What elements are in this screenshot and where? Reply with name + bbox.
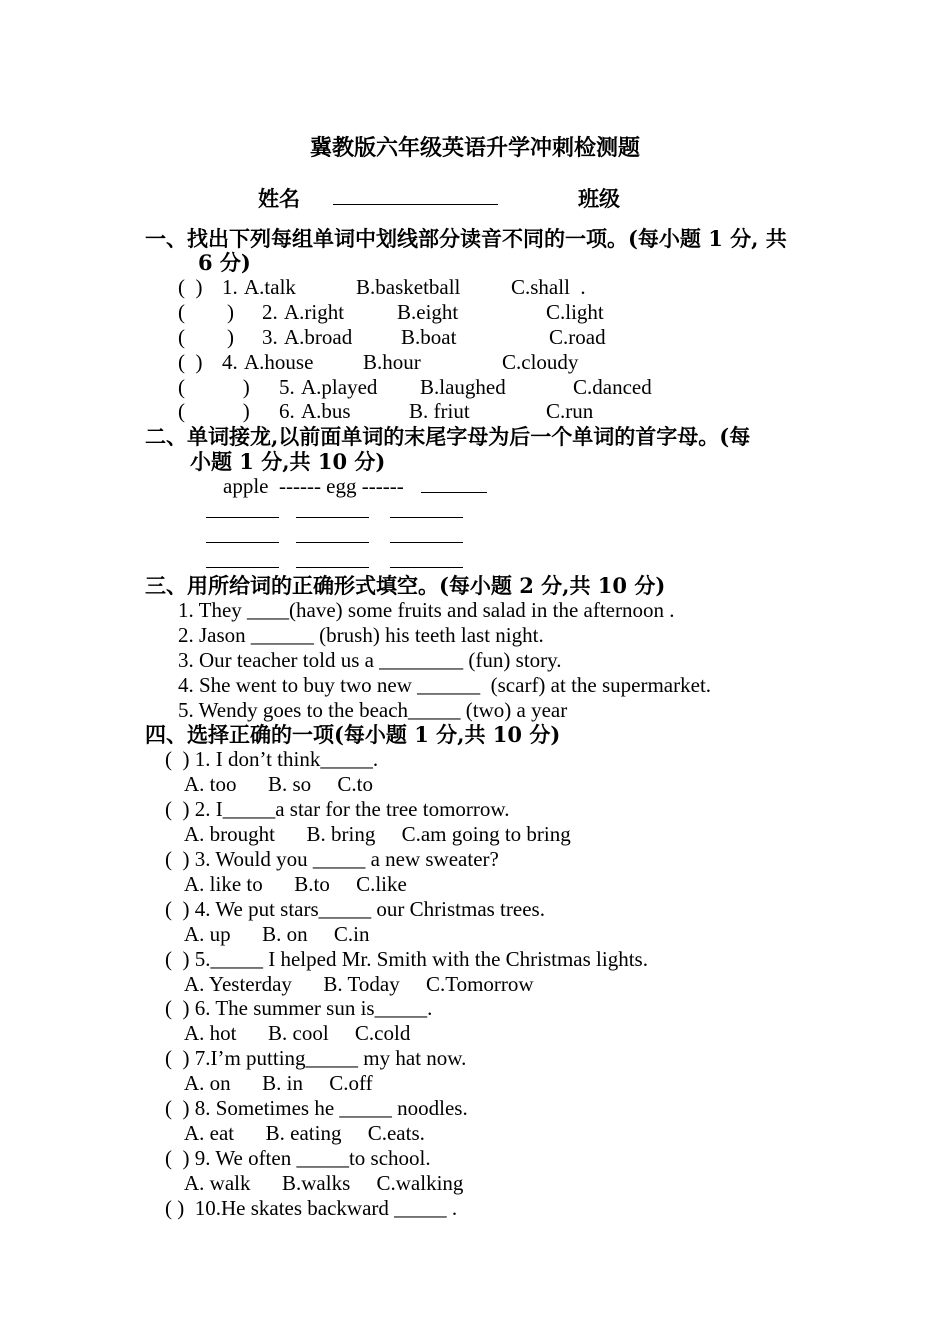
question-options: A. eat B. eating C.eats. xyxy=(184,1121,425,1145)
chain-blank[interactable] xyxy=(206,499,279,524)
option-b: B.laughed xyxy=(420,375,506,399)
word-chain-start: apple ------ egg ------ xyxy=(223,474,404,498)
option-c: C.danced xyxy=(573,375,652,399)
section1-heading-cont: 6 分) xyxy=(198,250,251,275)
chain-blank[interactable] xyxy=(206,524,279,549)
option-c: C.light xyxy=(546,300,604,324)
section4-heading: 四、选择正确的一项(每小题 1 分,共 10 分) xyxy=(145,722,561,747)
question-stem: ( ) 8. Sometimes he _____ noodles. xyxy=(165,1096,468,1120)
class-label: 班级 xyxy=(578,186,620,211)
fill-in-item: 1. They ____(have) some fruits and salad in the afternoon . xyxy=(178,598,675,622)
chain-blank[interactable] xyxy=(206,549,279,574)
chain-blank[interactable] xyxy=(421,474,487,499)
chain-blank[interactable] xyxy=(390,549,463,574)
option-b: B.basketball xyxy=(356,275,461,299)
question-stem: ( ) 7.I’m putting_____ my hat now. xyxy=(165,1046,467,1070)
fill-in-item: 4. She went to buy two new ______ (scarf) at the supermarket. xyxy=(178,673,712,697)
option-c: C.road xyxy=(549,325,606,349)
question-stem: ( ) 4. We put stars_____ our Christmas trees. xyxy=(165,897,545,921)
chain-blank[interactable] xyxy=(390,499,463,524)
option-c: C.shall . xyxy=(511,275,586,299)
page-title: 冀教版六年级英语升学冲刺检测题 xyxy=(310,135,641,161)
question-stem: ( ) 1. I don’t think_____. xyxy=(165,747,379,771)
chain-blank[interactable] xyxy=(390,524,463,549)
question-stem: ( ) 10.He skates backward _____ . xyxy=(165,1196,458,1220)
section2-heading: 二、单词接龙,以前面单词的末尾字母为后一个单词的首字母。(每 xyxy=(145,424,751,449)
option-c: C.run xyxy=(546,399,594,423)
answer-paren[interactable]: ( ) xyxy=(178,275,203,299)
option-b: B. friut xyxy=(409,399,470,423)
option-c: C.cloudy xyxy=(502,350,579,374)
answer-paren[interactable]: ( ) xyxy=(178,399,250,423)
fill-in-item: 3. Our teacher told us a ________ (fun) story. xyxy=(178,648,562,672)
fill-in-item: 5. Wendy goes to the beach_____ (two) a year xyxy=(178,698,568,722)
chain-blank[interactable] xyxy=(296,499,369,524)
fill-in-item: 2. Jason ______ (brush) his teeth last night. xyxy=(178,623,544,647)
answer-paren[interactable]: ( ) xyxy=(178,300,234,324)
item-number: 2. xyxy=(262,300,278,324)
option-a: A.bus xyxy=(301,399,351,423)
question-stem: ( ) 3. Would you _____ a new sweater? xyxy=(165,847,499,871)
answer-paren[interactable]: ( ) xyxy=(178,375,250,399)
answer-paren[interactable]: ( ) xyxy=(178,350,203,374)
section3-heading: 三、用所给词的正确形式填空。(每小题 2 分,共 10 分) xyxy=(145,573,666,598)
chain-blank[interactable] xyxy=(296,524,369,549)
question-options: A. Yesterday B. Today C.Tomorrow xyxy=(184,972,534,996)
section1-heading: 一、找出下列每组单词中划线部分读音不同的一项。(每小题 1 分, 共 xyxy=(145,226,787,251)
option-a: A.played xyxy=(301,375,378,399)
question-stem: ( ) 2. I_____a star for the tree tomorrow. xyxy=(165,797,510,821)
question-options: A. too B. so C.to xyxy=(184,772,374,796)
item-number: 1. xyxy=(222,275,238,299)
question-stem: ( ) 5._____ I helped Mr. Smith with the Christmas lights. xyxy=(165,947,648,971)
item-number: 6. xyxy=(279,399,295,423)
question-options: A. up B. on C.in xyxy=(184,922,370,946)
item-number: 4. xyxy=(222,350,238,374)
option-b: B.eight xyxy=(397,300,459,324)
question-stem: ( ) 9. We often _____to school. xyxy=(165,1146,431,1170)
section2-heading-cont: 小题 1 分,共 10 分) xyxy=(190,449,386,474)
option-a: A.house xyxy=(244,350,314,374)
question-options: A. brought B. bring C.am going to bring xyxy=(184,822,571,846)
option-a: A.talk xyxy=(244,275,296,299)
option-a: A.broad xyxy=(284,325,353,349)
chain-blank[interactable] xyxy=(296,549,369,574)
option-a: A.right xyxy=(284,300,345,324)
question-options: A. hot B. cool C.cold xyxy=(184,1021,411,1045)
option-b: B.hour xyxy=(363,350,421,374)
option-b: B.boat xyxy=(401,325,457,349)
item-number: 3. xyxy=(262,325,278,349)
name-field[interactable] xyxy=(333,186,498,211)
question-options: A. like to B.to C.like xyxy=(184,872,407,896)
item-number: 5. xyxy=(279,375,295,399)
question-options: A. walk B.walks C.walking xyxy=(184,1171,464,1195)
name-label: 姓名 xyxy=(258,186,300,211)
answer-paren[interactable]: ( ) xyxy=(178,325,234,349)
question-stem: ( ) 6. The summer sun is_____. xyxy=(165,996,433,1020)
question-options: A. on B. in C.off xyxy=(184,1071,373,1095)
